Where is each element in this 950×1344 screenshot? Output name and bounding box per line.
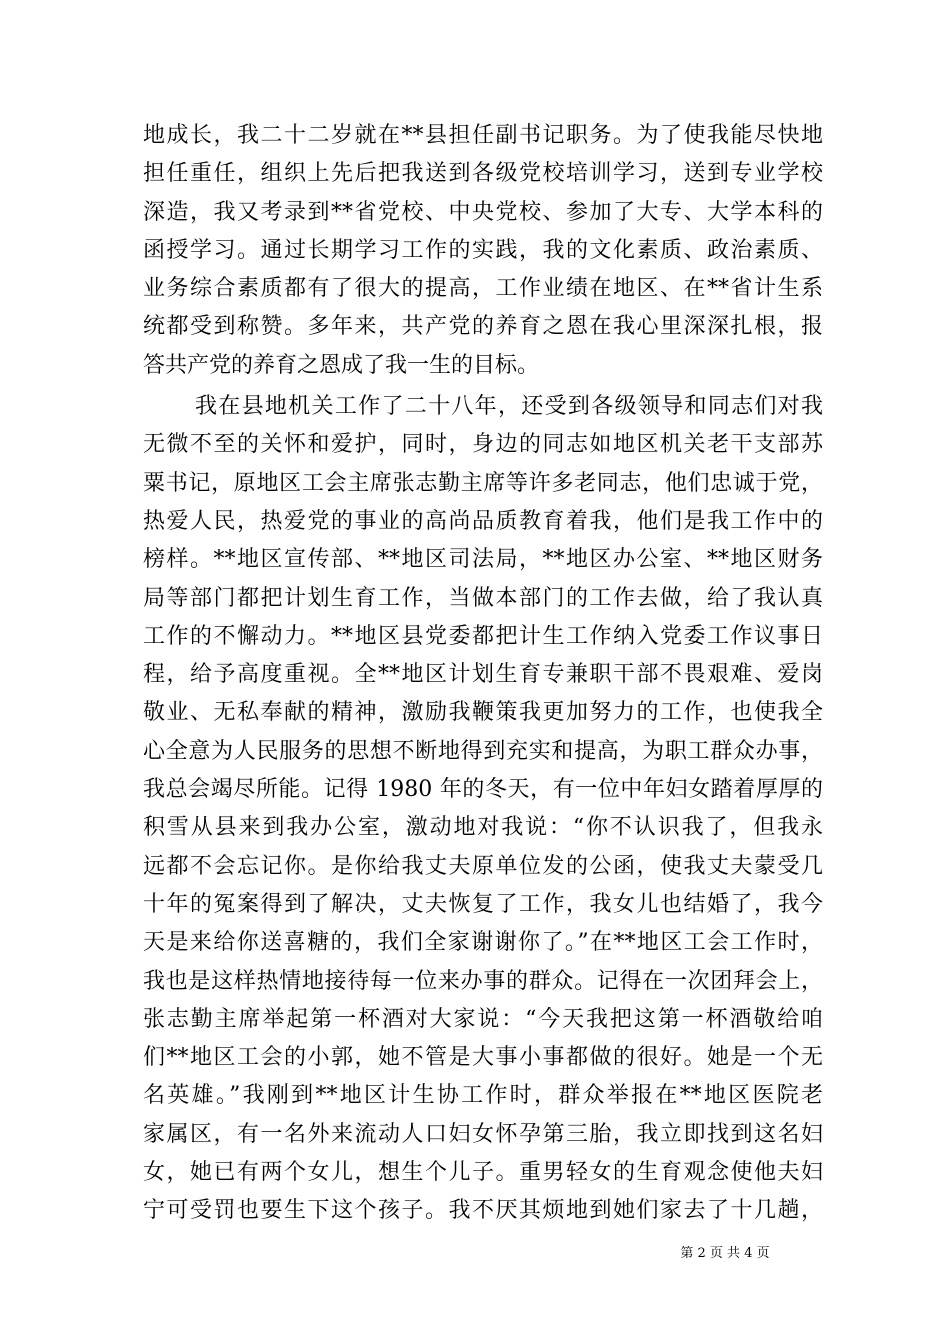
text-line: 我在县地机关工作了二十八年，还受到各级领导和同志们对我	[195, 394, 823, 420]
text-line: 女，她已有两个女儿，想生个儿子。重男轻女的生育观念使他夫妇	[143, 1160, 823, 1186]
text-line: 业务综合素质都有了很大的提高，工作业绩在地区、在**省计生系	[143, 276, 823, 302]
text-line: 函授学习。通过长期学习工作的实践，我的文化素质、政治素质、	[143, 237, 823, 263]
page-footer	[0, 1242, 950, 1261]
text-line: 家属区，有一名外来流动人口妇女怀孕第三胎，我立即找到这名妇	[143, 1121, 823, 1147]
text-line: 敬业、无私奉献的精神，激励我鞭策我更加努力的工作，也使我全	[143, 700, 823, 726]
text-line: 工作的不懈动力。**地区县党委都把计生工作纳入党委工作议事日	[143, 623, 823, 649]
text-line: 天是来给你送喜糖的，我们全家谢谢你了。”在**地区工会工作时，	[143, 930, 823, 956]
text-line: 我也是这样热情地接待每一位来办事的群众。记得在一次团拜会上，	[143, 968, 823, 994]
text-line: 担任重任，组织上先后把我送到各级党校培训学习，送到专业学校	[143, 161, 823, 187]
page-indicator: 第 2 页 共 4 页	[680, 1246, 770, 1261]
text-line: 张志勤主席举起第一杯酒对大家说：“今天我把这第一杯酒敬给咱	[143, 1006, 823, 1032]
text-line: 宁可受罚也要生下这个孩子。我不厌其烦地到她们家去了十几趟，	[143, 1198, 823, 1224]
text-line: 心全意为人民服务的思想不断地得到充实和提高，为职工群众办事，	[143, 738, 823, 764]
text-line: 答共产党的养育之恩成了我一生的目标。	[143, 352, 540, 378]
text-line: 我总会竭尽所能。记得 1980 年的冬天，有一位中年妇女踏着厚厚的	[143, 777, 823, 803]
text-line: 远都不会忘记你。是你给我丈夫原单位发的公函，使我丈夫蒙受几	[143, 853, 823, 879]
paragraph-2	[143, 388, 823, 1231]
text-line: 局等部门都把计划生育工作，当做本部门的工作去做，给了我认真	[143, 585, 823, 611]
paragraph-1	[143, 117, 823, 385]
text-line: 粟书记，原地区工会主席张志勤主席等许多老同志，他们忠诚于党，	[143, 470, 823, 496]
text-line: 名英雄。”我刚到**地区计生协工作时，群众举报在**地区医院老	[143, 1083, 823, 1109]
text-line: 积雪从县来到我办公室，激动地对我说：“你不认识我了，但我永	[143, 815, 823, 841]
body-text	[143, 117, 823, 1231]
text-line: 热爱人民，热爱党的事业的高尚品质教育着我，他们是我工作中的	[143, 508, 823, 534]
text-line: 们**地区工会的小郭，她不管是大事小事都做的很好。她是一个无	[143, 1045, 823, 1071]
text-line: 统都受到称赞。多年来，共产党的养育之恩在我心里深深扎根，报	[143, 314, 823, 340]
text-line: 十年的冤案得到了解决，丈夫恢复了工作，我女儿也结婚了，我今	[143, 891, 823, 917]
text-line: 地成长，我二十二岁就在**县担任副书记职务。为了使我能尽快地	[143, 123, 823, 148]
text-line: 程，给予高度重视。全**地区计划生育专兼职干部不畏艰难、爱岗	[143, 662, 823, 688]
text-line: 榜样。**地区宣传部、**地区司法局，**地区办公室、**地区财务	[143, 547, 823, 573]
text-line: 无微不至的关怀和爱护，同时，身边的同志如地区机关老干支部苏	[143, 432, 823, 458]
text-line: 深造，我又考录到**省党校、中央党校、参加了大专、大学本科的	[143, 199, 823, 225]
